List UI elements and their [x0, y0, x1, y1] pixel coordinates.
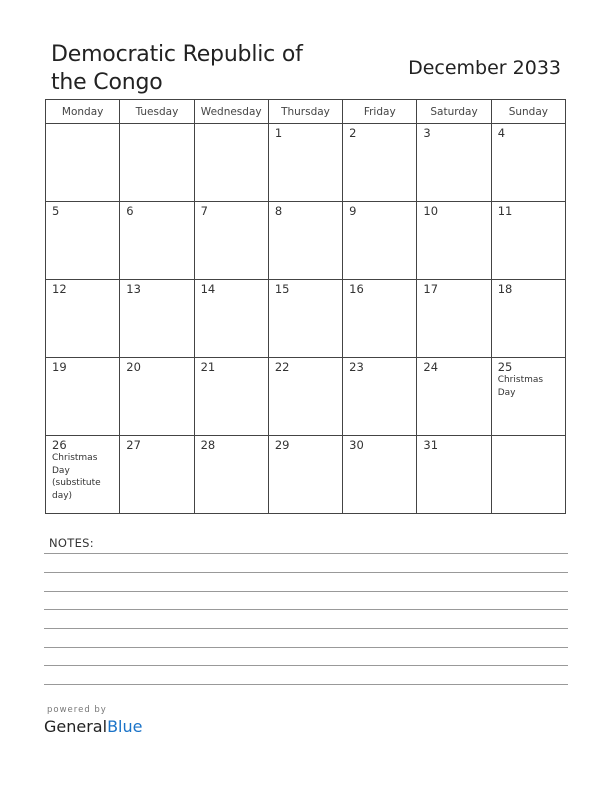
calendar-day-cell [46, 202, 120, 280]
notes-line [44, 591, 568, 592]
calendar-day-cell [194, 124, 268, 202]
calendar-grid [45, 99, 566, 514]
day-number: 24 [423, 360, 439, 374]
calendar-week-row [46, 358, 566, 436]
brand-blue-text: Blue [107, 717, 143, 736]
day-number: 30 [349, 438, 364, 452]
day-number [46, 124, 119, 126]
day-number: 27 [126, 438, 141, 452]
calendar-day-cell [491, 124, 565, 202]
country-title-line-2: the Congo [51, 70, 163, 95]
calendar-country-title [51, 41, 351, 97]
weekday-header: Wednesday [194, 100, 268, 124]
calendar-day-cell [46, 280, 120, 358]
calendar-day-cell [268, 280, 342, 358]
calendar-day-cell [491, 436, 565, 514]
notes-line [44, 609, 568, 610]
day-number: 20 [126, 360, 141, 374]
calendar-day-cell [491, 358, 565, 436]
day-number: 13 [126, 282, 141, 296]
calendar-day-cell [417, 124, 491, 202]
country-title-line-1: Democratic Republic of [51, 42, 303, 67]
calendar-day-cell [194, 358, 268, 436]
calendar-day-cell [268, 358, 342, 436]
day-number: 31 [423, 438, 439, 452]
notes-line [44, 684, 568, 685]
day-number: 11 [497, 204, 513, 218]
day-number [120, 124, 193, 126]
day-number: 9 [349, 204, 357, 218]
brand-general-text: General [44, 717, 108, 736]
holiday-label-line: (substitute [52, 478, 101, 488]
calendar-day-cell [268, 436, 342, 514]
holiday-label-line: Christmas [497, 375, 544, 385]
day-number: 28 [200, 438, 216, 452]
calendar-day-cell [194, 436, 268, 514]
weekday-header: Tuesday [120, 100, 194, 124]
day-number: 7 [200, 204, 208, 218]
calendar-day-cell [120, 436, 194, 514]
calendar-day-cell [194, 202, 268, 280]
day-number: 29 [274, 438, 290, 452]
calendar-week-row [46, 280, 566, 358]
weekday-header: Monday [46, 100, 120, 124]
day-number: 1 [274, 126, 283, 140]
holiday-label-line: Christmas [52, 453, 98, 463]
holiday-label-line: day) [52, 490, 73, 501]
generalblue-logo [44, 717, 142, 736]
calendar-week-row [46, 202, 566, 280]
day-number: 4 [497, 126, 506, 140]
day-number: 5 [52, 204, 60, 218]
notes-line [44, 553, 568, 554]
weekday-header: Friday [343, 100, 417, 124]
notes-line [44, 647, 568, 648]
day-number: 6 [126, 204, 134, 218]
calendar-day-cell [46, 124, 120, 202]
notes-line [44, 572, 568, 573]
weekday-header: Saturday [417, 100, 491, 124]
calendar-day-cell [417, 202, 491, 280]
weekday-header: Sunday [491, 100, 565, 124]
day-number: 14 [200, 282, 216, 296]
notes-line [44, 628, 568, 629]
calendar-week-row [46, 436, 566, 514]
calendar-day-cell [120, 124, 194, 202]
calendar-day-cell [120, 280, 194, 358]
day-number: 21 [200, 360, 216, 374]
notes-line [44, 665, 568, 666]
calendar-day-cell [120, 202, 194, 280]
day-number: 8 [274, 204, 283, 218]
day-number: 25 [497, 360, 513, 374]
calendar-day-cell [491, 202, 565, 280]
day-number: 17 [423, 282, 439, 296]
weekday-header-row [46, 100, 566, 124]
notes-label: NOTES: [49, 536, 94, 550]
calendar-day-cell [417, 280, 491, 358]
calendar-day-cell [343, 280, 417, 358]
calendar-week-row [46, 124, 566, 202]
day-number: 19 [52, 360, 67, 374]
day-number: 12 [52, 282, 67, 296]
calendar-day-cell [46, 436, 120, 514]
day-number: 3 [423, 126, 431, 140]
calendar-day-cell [343, 358, 417, 436]
calendar-day-cell [268, 202, 342, 280]
day-number: 26 [52, 438, 67, 452]
day-number: 2 [349, 126, 357, 140]
calendar-day-cell [343, 202, 417, 280]
holiday-label-line: Day [497, 387, 516, 398]
weekday-header: Thursday [268, 100, 342, 124]
holiday-label-line: Day [52, 465, 70, 476]
calendar-day-cell [417, 436, 491, 514]
calendar-day-cell [343, 436, 417, 514]
powered-by-text: powered by [47, 705, 107, 715]
month-year-title: December 2033 [408, 57, 561, 79]
calendar-day-cell [268, 124, 342, 202]
day-number: 22 [274, 360, 290, 374]
calendar-day-cell [417, 358, 491, 436]
day-number: 15 [274, 282, 290, 296]
day-number: 18 [497, 282, 513, 296]
calendar-day-cell [491, 280, 565, 358]
day-number: 10 [423, 204, 439, 218]
day-number: 16 [349, 282, 364, 296]
calendar-day-cell [46, 358, 120, 436]
calendar-day-cell [194, 280, 268, 358]
day-number [492, 436, 565, 438]
day-number [195, 124, 268, 126]
calendar-day-cell [120, 358, 194, 436]
day-number: 23 [349, 360, 364, 374]
calendar-day-cell [343, 124, 417, 202]
